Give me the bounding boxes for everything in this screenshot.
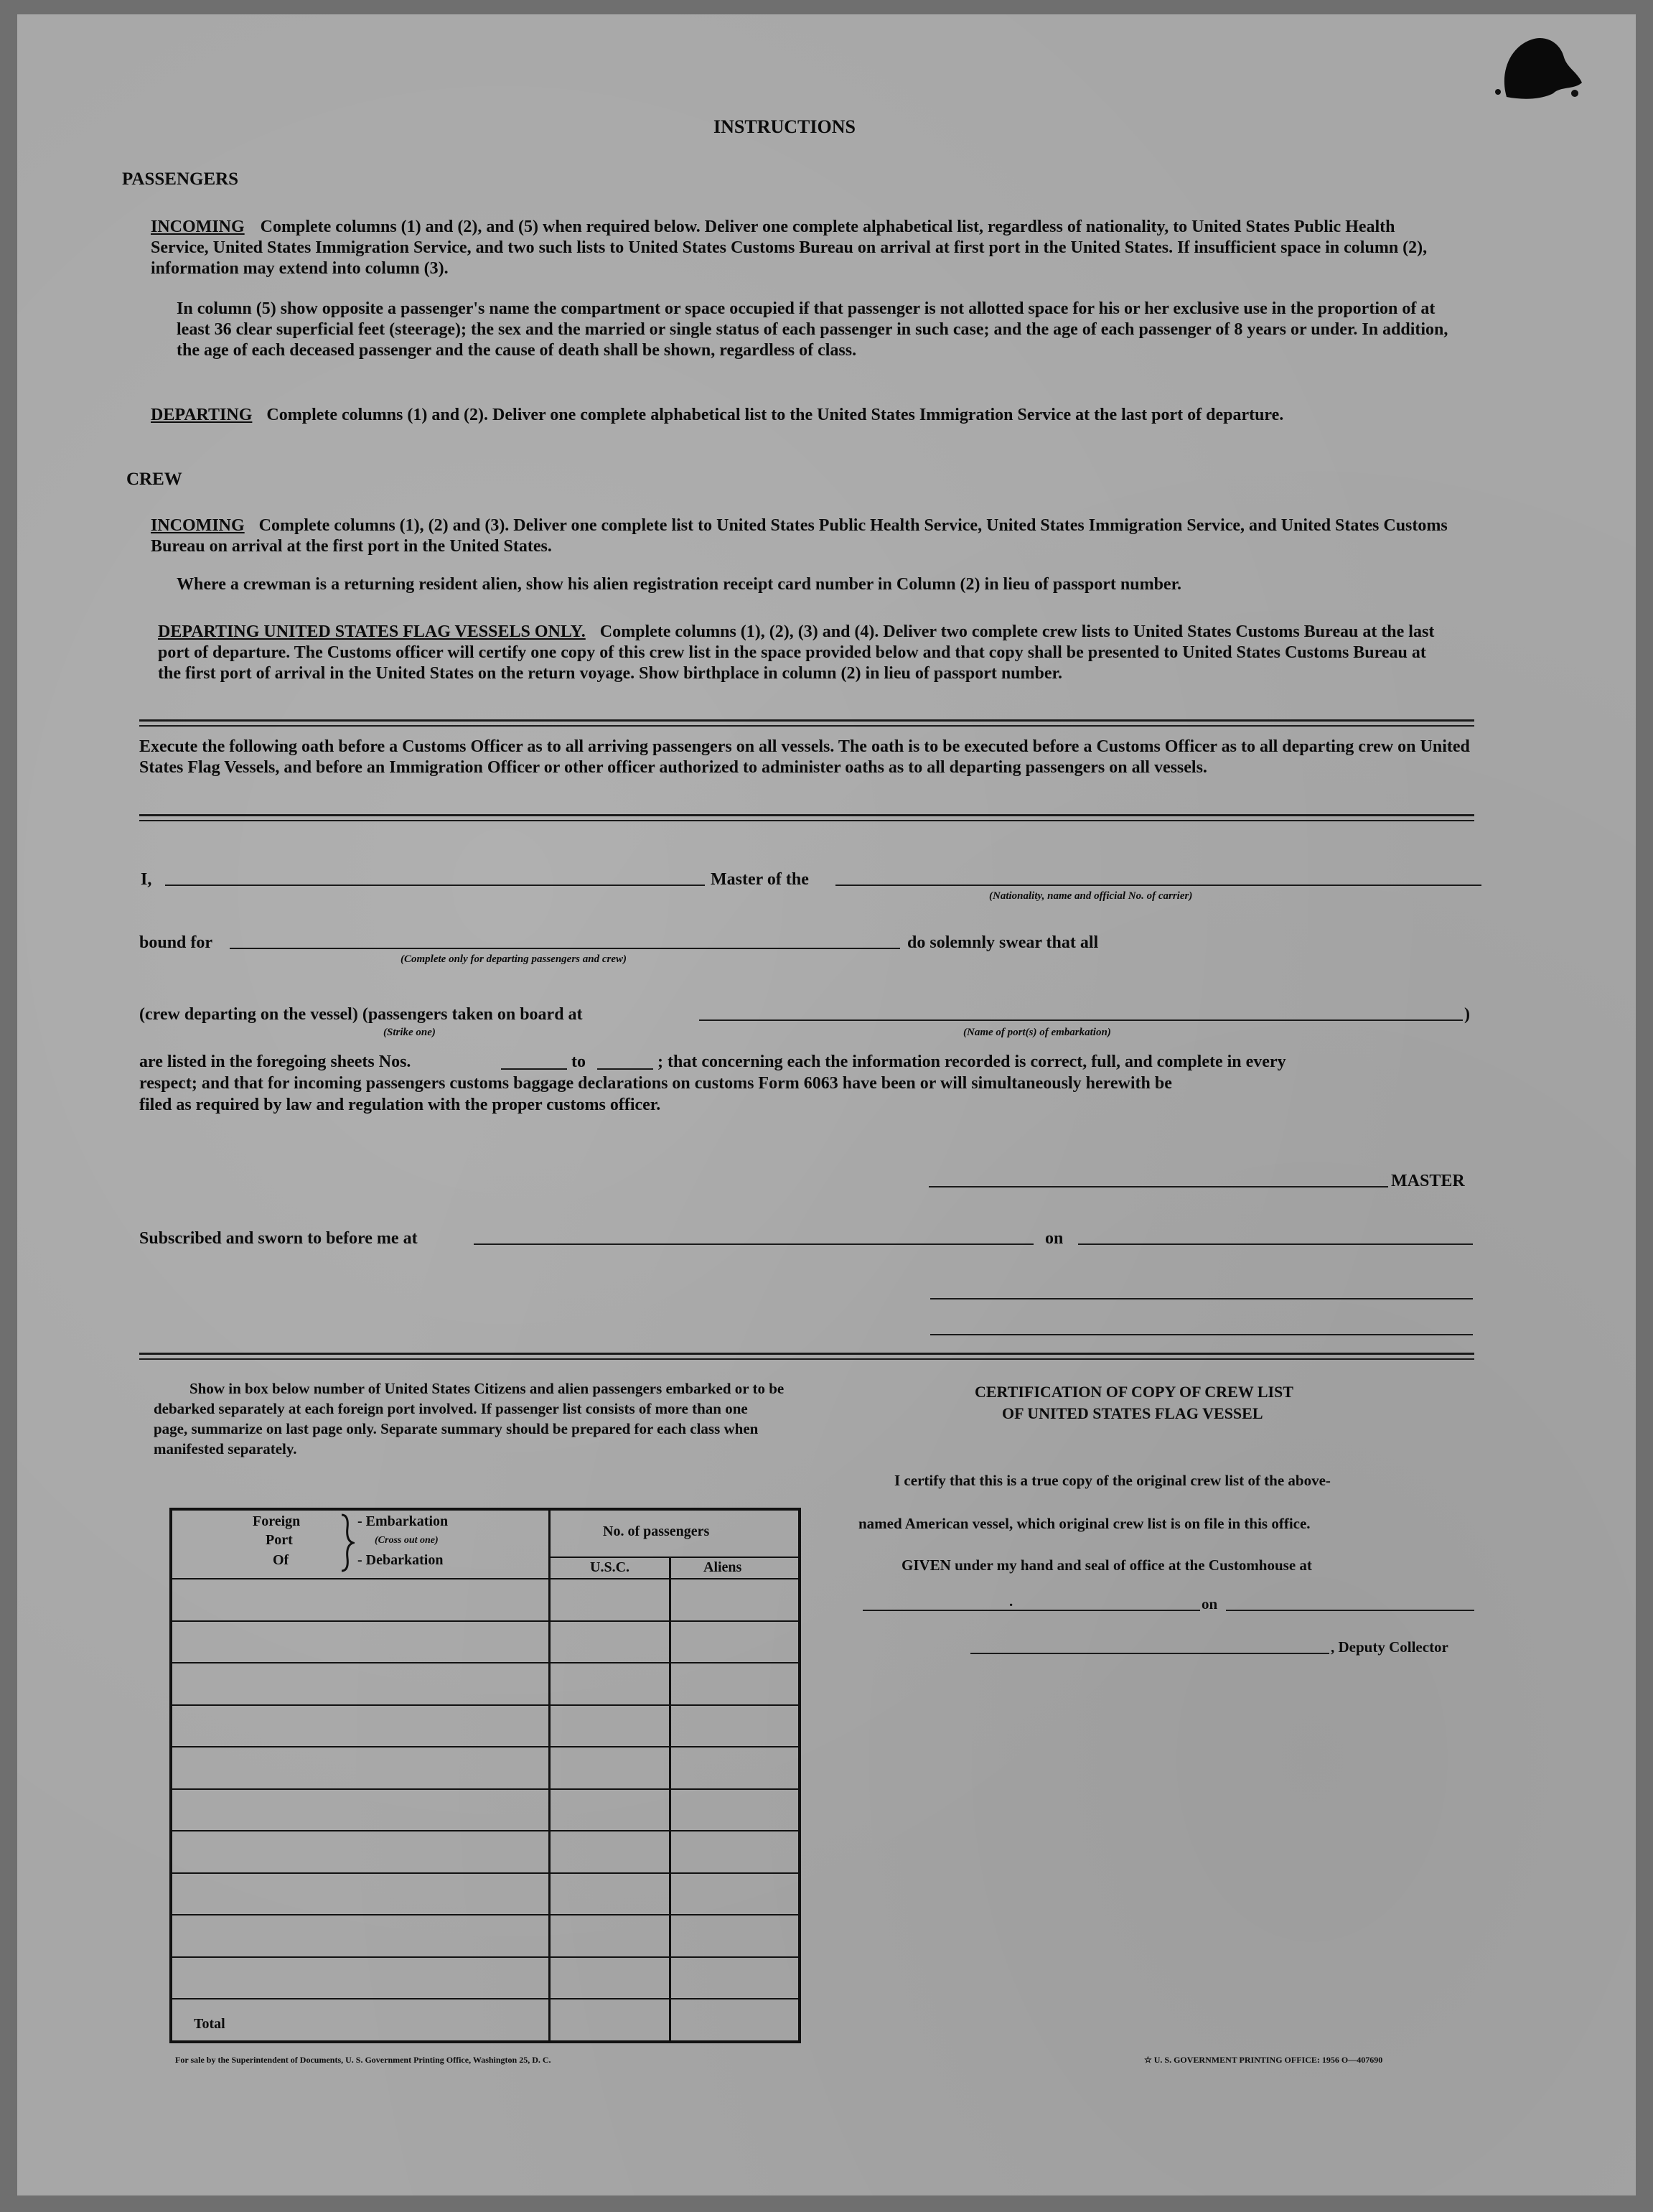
certification-line-3: GIVEN under my hand and seal of office at the Customhouse at <box>902 1557 1312 1574</box>
usc-header: U.S.C. <box>590 1559 630 1575</box>
brace-icon <box>339 1513 355 1572</box>
crew-departing-text: Complete columns (1), (2), (3) and (4). Deliver two complete crew lists to United States Customs Bureau at the last port of departure. The Customs officer will certify one copy of this crew list in the space provided below and that copy shall be presented to United States Customs Bureau at the first port of arrival in the United States on the return voyage. Show birthplace in column (2) in lieu of passport number. <box>158 622 1435 683</box>
of-label: Of <box>273 1552 289 1568</box>
officer-signature-field[interactable] <box>930 1298 1473 1299</box>
table-row[interactable] <box>172 1579 798 1619</box>
certification-heading-1: CERTIFICATION OF COPY OF CREW LIST <box>975 1383 1293 1401</box>
debarkation-label: - Debarkation <box>357 1552 444 1568</box>
aliens-header: Aliens <box>703 1559 742 1575</box>
footer-right: ☆ U. S. GOVERNMENT PRINTING OFFICE: 1956 O—407690 <box>1144 2055 1383 2065</box>
passengers-incoming-label: INCOMING <box>151 218 245 236</box>
subscribed-on-label: on <box>1045 1229 1064 1248</box>
subscribed-label: Subscribed and sworn to before me at <box>139 1229 418 1248</box>
port-caption: (Name of port(s) of embarkation) <box>963 1027 1111 1038</box>
footer-left: For sale by the Superintendent of Documents, U. S. Government Printing Office, Washington 25, D. C. <box>175 2055 551 2065</box>
swear-label: do solemnly swear that all <box>907 933 1099 952</box>
deputy-collector-label: , Deputy Collector <box>1331 1638 1448 1656</box>
table-row[interactable] <box>172 1958 798 1997</box>
bound-for-caption: (Complete only for departing passengers and crew) <box>401 953 627 965</box>
strike-one-caption: (Strike one) <box>383 1027 436 1038</box>
certification-on-label: on <box>1202 1595 1218 1613</box>
divider-3b <box>139 1358 1474 1360</box>
oath-i-label: I, <box>141 870 152 889</box>
table-row[interactable] <box>172 1747 798 1787</box>
table-row[interactable] <box>172 1622 798 1661</box>
divider-2b <box>139 820 1474 821</box>
ink-blot-graphic <box>1492 29 1586 101</box>
table-row[interactable] <box>172 1874 798 1913</box>
passengers-departing-block <box>151 405 1450 426</box>
passengers-departing-text: Complete columns (1) and (2). Deliver one complete alphabetical list to the United States Immigration Service at the last port of departure. <box>266 406 1284 424</box>
oath-intro: Execute the following oath before a Customs Officer as to all arriving passengers on all vessels. The oath is to be executed before a Customs Officer as to all departing crew on United States Flag Vessels, and before an Immigration Officer or other officer authorized to administer oaths as to all departing passengers on all vessels. <box>139 737 1470 777</box>
master-of-label: Master of the <box>711 870 809 889</box>
crew-resident-text: Where a crewman is a returning resident alien, show his alien registration receipt card number in Column (2) in lieu of passport number. <box>177 575 1182 594</box>
sheet-to-field[interactable] <box>597 1068 653 1070</box>
listed-label-1: are listed in the foregoing sheets Nos. <box>139 1053 411 1071</box>
form-page <box>17 14 1636 2195</box>
crew-departing-label: (crew departing on the vessel) (passengers taken on board at <box>139 1005 583 1024</box>
subscribed-place-field[interactable] <box>474 1243 1034 1245</box>
crew-departing-label: DEPARTING UNITED STATES FLAG VESSELS ONLY. <box>158 622 586 641</box>
master-name-field[interactable] <box>165 885 705 886</box>
passengers-incoming-block <box>151 217 1450 279</box>
passengers-incoming-text: Complete columns (1) and (2), and (5) when required below. Deliver one complete alphabetical list, regardless of nationality, to United States Public Health Service, United States Immigration Service, and two such lists to United States Customs Bureau on arrival at first port in the United States. If insufficient space in column (2), information may extend into column (3). <box>151 218 1428 278</box>
master-signature-label: MASTER <box>1391 1172 1465 1190</box>
certification-heading-2: OF UNITED STATES FLAG VESSEL <box>1002 1404 1263 1422</box>
embarkation-label: - Embarkation <box>357 1513 449 1529</box>
customhouse-dot: . <box>1009 1592 1013 1610</box>
cross-out-caption: (Cross out one) <box>375 1535 439 1546</box>
crew-departing-block <box>158 622 1450 684</box>
total-label: Total <box>194 2016 225 2032</box>
certification-line-1: I certify that this is a true copy of the original crew list of the above- <box>894 1472 1331 1489</box>
close-paren: ) <box>1464 1005 1470 1024</box>
foreign-label: Foreign <box>253 1513 301 1529</box>
bound-for-field[interactable] <box>230 948 900 949</box>
bound-for-label: bound for <box>139 933 213 952</box>
subscribed-date-field[interactable] <box>1078 1243 1473 1245</box>
divider-2 <box>139 814 1474 816</box>
crew-incoming-block <box>151 515 1450 557</box>
certification-line-2: named American vessel, which original crew list is on file in this office. <box>858 1515 1311 1532</box>
crew-incoming-label: INCOMING <box>151 516 245 535</box>
port-label: Port <box>266 1532 293 1548</box>
table-row[interactable] <box>172 1915 798 1955</box>
no-passengers-header: No. of passengers <box>603 1523 710 1539</box>
listed-label-3: respect; and that for incoming passengers customs baggage declarations on customs Form 6063 have been or will simultaneously herewith be <box>139 1074 1172 1093</box>
table-row[interactable] <box>172 1663 798 1703</box>
sheet-from-field[interactable] <box>501 1068 567 1070</box>
customhouse-field[interactable] <box>863 1610 1200 1611</box>
divider-1 <box>139 719 1474 722</box>
passengers-heading: PASSENGERS <box>122 169 239 189</box>
header-split-line <box>548 1557 798 1558</box>
nationality-caption: (Nationality, name and official No. of carrier) <box>989 890 1193 902</box>
listed-label-4: filed as required by law and regulation with the proper customs officer. <box>139 1096 661 1114</box>
deputy-collector-signature-field[interactable] <box>970 1653 1329 1654</box>
summary-instructions: Show in box below number of United States Citizens and alien passengers embarked or to be debarked separately at each foreign port involved. If passenger list consists of more than one page, summarize on last page only. Separate summary should be prepared for each class when manifested separately. <box>154 1380 785 1457</box>
listed-label-2: ; that concerning each the information recorded is correct, full, and complete in every <box>657 1053 1286 1071</box>
table-row[interactable] <box>172 1790 798 1829</box>
crew-heading: CREW <box>126 470 182 489</box>
table-row[interactable] <box>172 1999 798 2039</box>
page-title: INSTRUCTIONS <box>713 116 856 137</box>
table-row[interactable] <box>172 1831 798 1871</box>
embarkation-port-field[interactable] <box>699 1019 1463 1021</box>
table-row[interactable] <box>172 1706 798 1745</box>
officer-title-field[interactable] <box>930 1334 1473 1335</box>
carrier-field[interactable] <box>835 885 1481 886</box>
certification-date-field[interactable] <box>1226 1610 1474 1611</box>
passenger-summary-table <box>169 1508 801 2043</box>
master-signature-field[interactable] <box>929 1186 1388 1187</box>
to-label: to <box>571 1053 586 1071</box>
crew-incoming-text: Complete columns (1), (2) and (3). Deliver one complete list to United States Public Health Service, United States Immigration Service, and United States Customs Bureau on arrival at the first port in the United States. <box>151 516 1448 556</box>
divider-1b <box>139 725 1474 727</box>
column5-text: In column (5) show opposite a passenger's name the compartment or space occupied if that passenger is not allotted space for his or her exclusive use in the proportion of at least 36 clear superficial feet (steerage); the sex and the married or single status of each passenger in such case; and the age of each passenger of 8 years or under. In addition, the age of each deceased passenger and the cause of death shall be shown, regardless of class. <box>177 299 1448 360</box>
passengers-departing-label: DEPARTING <box>151 406 253 424</box>
divider-3 <box>139 1353 1474 1355</box>
